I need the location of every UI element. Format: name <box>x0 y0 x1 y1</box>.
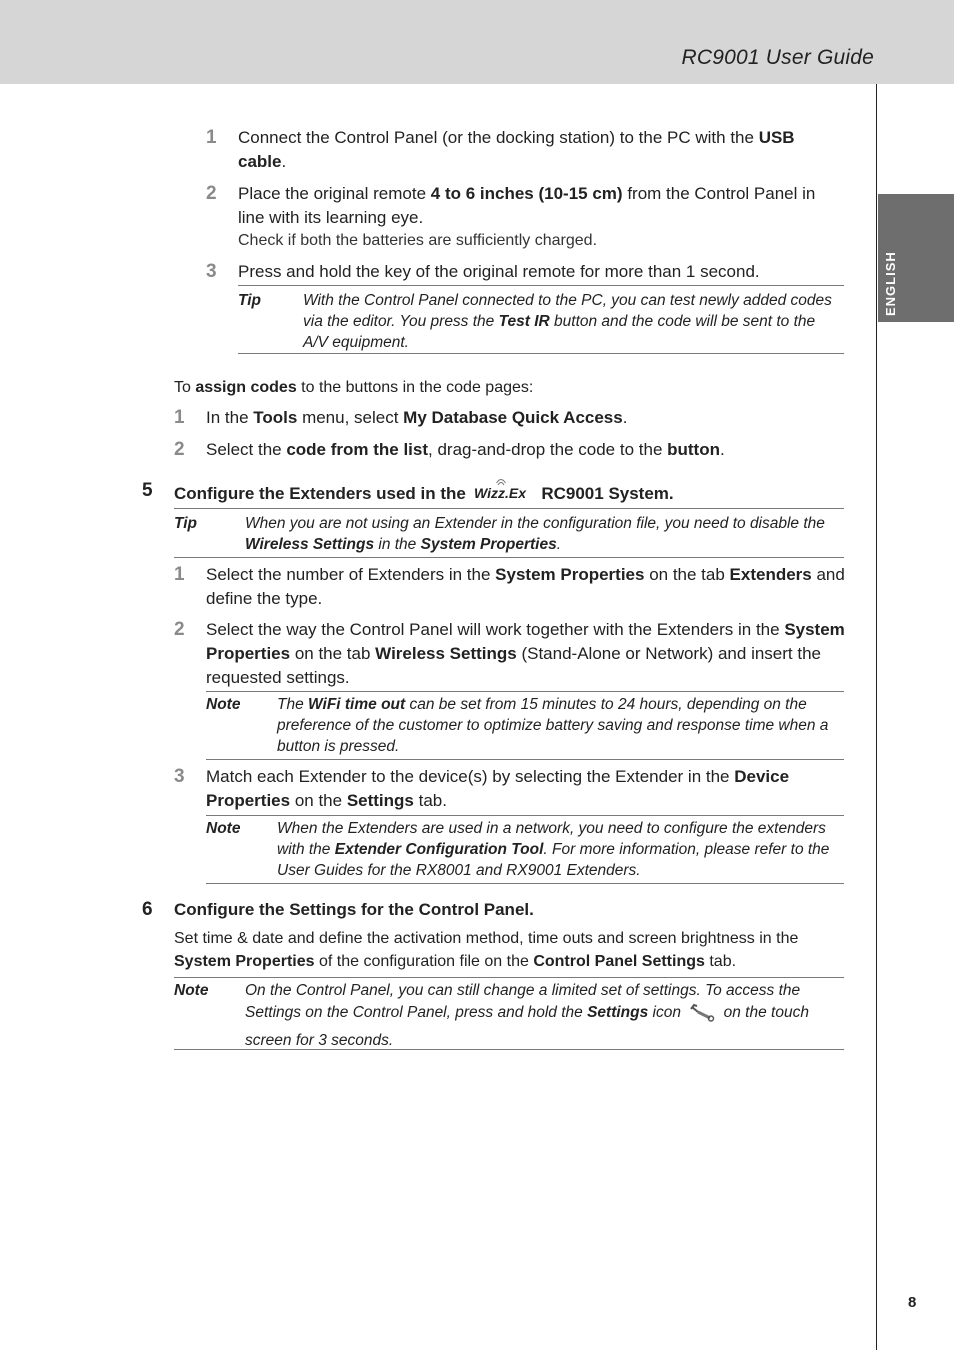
note-label: Note <box>206 820 241 837</box>
section-5-heading: 5 Configure the Extenders used in the Wizz.Ex RC9001 System. <box>174 479 844 510</box>
step-note: Check if both the batteries are sufficiently charged. <box>238 232 598 249</box>
usb-step-1: 1 Connect the Control Panel (or the docking station) to the PC with the USB cable. <box>206 127 795 171</box>
step-number: 1 <box>174 564 185 585</box>
step-number: 3 <box>174 766 185 787</box>
section-6-note <box>174 977 844 1050</box>
wizz-ex-logo-icon <box>474 479 534 510</box>
note-body: On the Control Panel, you can still change a limited set of settings. To access the Settings on the Control Panel, press and hold the Settings icon on the touch screen for 3 seconds. <box>245 982 809 1049</box>
header-band <box>0 0 954 84</box>
tip-body: When you are not using an Extender in the configuration file, you need to disable the Wireless Settings in the System Properties. <box>245 515 825 553</box>
tip-callout <box>238 285 844 354</box>
section-6-body: Set time & date and define the activation method, time outs and screen brightness in the System Properties of the configuration file on the Control Panel Settings tab. <box>174 930 799 970</box>
step-number: 2 <box>174 439 185 460</box>
margin-rule <box>876 84 877 1350</box>
assign-intro: To assign codes to the buttons in the code pages: <box>174 379 534 396</box>
usb-step-3: 3 Press and hold the key of the original remote for more than 1 second. <box>206 261 760 282</box>
step-number: 3 <box>206 261 217 282</box>
step-number: 2 <box>174 619 185 640</box>
tip-label: Tip <box>174 515 197 532</box>
section-number: 5 <box>142 480 153 501</box>
note-body: When the Extenders are used in a network, you need to configure the extenders with the Extender Configuration Tool. For more information, please refer to the User Guides for the RX8001 and RX9001 Extenders. <box>277 820 830 879</box>
section-5-note-1 <box>206 691 844 760</box>
section-5-step-1: 1 Select the number of Extenders in the System Properties on the tab Extenders and define the type. <box>174 564 845 608</box>
tip-label: Tip <box>238 292 261 309</box>
language-label: ENGLISH <box>883 251 898 316</box>
step-number: 1 <box>174 407 185 428</box>
wrench-icon <box>689 1003 715 1030</box>
section-6-heading: 6 Configure the Settings for the Control Panel. <box>142 899 534 920</box>
section-5-tip <box>174 508 844 558</box>
assign-step-1: 1 In the Tools menu, select My Database Quick Access. <box>174 407 628 428</box>
note-label: Note <box>174 982 209 999</box>
section-5-note-2 <box>206 815 844 884</box>
section-5-step-3: 3 Match each Extender to the device(s) by selecting the Extender in the Device Properties on the Settings tab. <box>174 766 790 810</box>
usb-step-2: 2 Place the original remote 4 to 6 inches (10-15 cm) from the Control Panel in line with its learning eye. Check if both the batteries are sufficiently charged. <box>238 182 838 252</box>
section-number: 6 <box>142 899 153 920</box>
section-5-step-2: 2 Select the way the Control Panel will work together with the Extenders in the System Properties on the tab Wireless Settings (Stand-Alone or Network) and insert the requested settings. <box>174 619 845 687</box>
assign-step-2: 2 Select the code from the list, drag-and-drop the code to the button. <box>174 439 725 460</box>
page-number: 8 <box>908 1294 917 1311</box>
note-body: The WiFi time out can be set from 15 minutes to 24 hours, depending on the preference of the customer to optimize battery saving and response time when a button is pressed. <box>277 696 829 755</box>
note-label: Note <box>206 696 241 713</box>
step-number: 2 <box>206 183 217 204</box>
guide-title: RC9001 User Guide <box>681 46 874 69</box>
logo-lettering: Wizz.Ex <box>473 485 526 501</box>
tip-body: With the Control Panel connected to the PC, you can test newly added codes via the editor. You press the Test IR button and the code will be sent to the A/V equipment. <box>303 292 832 351</box>
step-number: 1 <box>206 127 217 148</box>
